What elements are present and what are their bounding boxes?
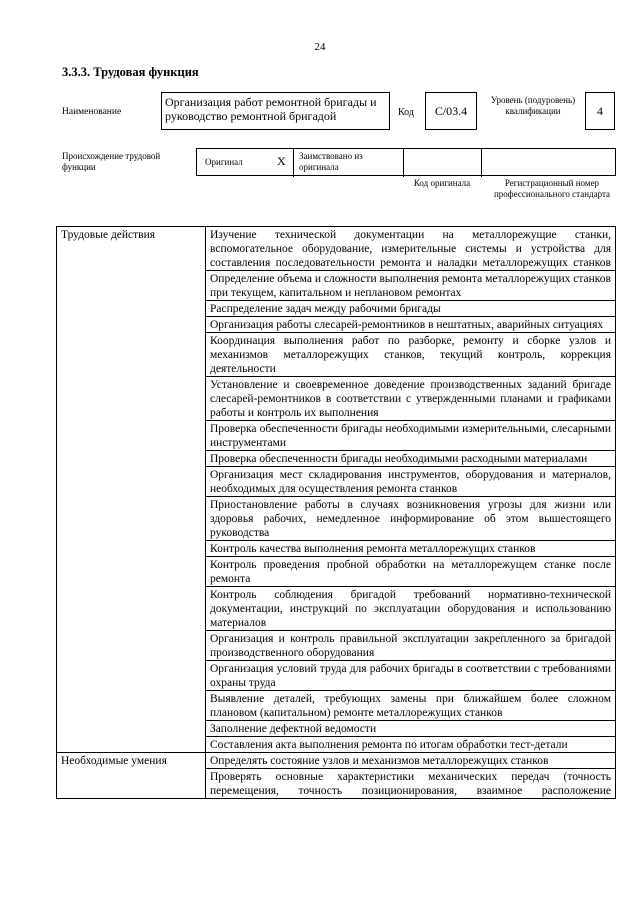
- code-original-caption: Код оригинала: [413, 178, 471, 188]
- original-label: Оригинал: [205, 157, 243, 167]
- list-item: Проверка обеспеченности бригады необходимыми измерительными, слесарными инструментами: [206, 421, 616, 451]
- table-row: [57, 753, 616, 769]
- list-item: Организация условий труда для рабочих бригады в соответствии с требованиями охраны труда: [206, 661, 616, 691]
- page-number: 24: [314, 41, 326, 53]
- original-cell: [197, 149, 294, 177]
- origin-row: [196, 148, 616, 176]
- list-item: Организация мест складирования инструментов, оборудования и материалов, необходимых для осуществления ремонта станков: [206, 467, 616, 497]
- code-label: Код: [398, 107, 414, 118]
- labor-functions-table: [56, 226, 616, 799]
- list-item: Организация работы слесарей-ремонтников в нештатных, аварийных ситуациях: [206, 317, 616, 333]
- list-item: Контроль соблюдения бригадой требований нормативно-технической документации, инструкций по эксплуатации оборудования и использованию материалов: [206, 587, 616, 631]
- reg-number-caption: Регистрационный номер профессионального стандарта: [493, 178, 611, 199]
- list-item: Распределение задач между рабочими бригады: [206, 301, 616, 317]
- section-title-cell: Трудовые действия: [57, 227, 206, 753]
- list-item: Организация и контроль правильной эксплуатации закрепленного за бригадой производственного оборудования: [206, 631, 616, 661]
- borrowed-label: Заимствовано из оригинала: [299, 151, 363, 172]
- list-item: Определение объема и сложности выполнения ремонта металлорежущих станков при текущем, капитальном и неплановом ремонтах: [206, 271, 616, 301]
- borrowed-cell: [294, 149, 404, 177]
- reg-number-cell: [482, 149, 615, 177]
- name-label: Наименование: [62, 107, 122, 117]
- list-item: Контроль качества выполнения ремонта металлорежущих станков: [206, 541, 616, 557]
- code-original-cell: [404, 149, 482, 177]
- name-value: Организация работ ремонтной бригады и руководство ремонтной бригадой: [165, 95, 377, 123]
- list-item: Изучение технической документации на металлорежущие станки, вспомогательное оборудование, измерительные системы и устройства для составления последовательности ремонта и наладки металлорежущих станков: [206, 227, 616, 271]
- list-item: Определять состояние узлов и механизмов металлорежущих станков: [206, 753, 616, 769]
- list-item: Заполнение дефектной ведомости: [206, 721, 616, 737]
- list-item: Координация выполнения работ по разборке, ремонту и сборке узлов и механизмов металлорежущих станков, текущий контроль, коррекция деятельности: [206, 333, 616, 377]
- list-item: Составления акта выполнения ремонта по итогам обработки тест-детали: [206, 737, 616, 753]
- section-title: 3.3.3. Трудовая функция: [62, 65, 199, 79]
- level-value: 4: [597, 103, 603, 118]
- code-value: C/03.4: [434, 103, 468, 118]
- origin-label: Происхождение трудовой функции: [62, 151, 161, 172]
- list-item: Проверять основные характеристики механических передач (точность перемещения, точность позиционирования, взаимное расположение: [206, 769, 616, 799]
- level-value-box: [585, 92, 615, 130]
- section-title-cell: Необходимые умения: [57, 753, 206, 799]
- level-label: Уровень (подуровень) квалификации: [490, 95, 576, 116]
- name-value-box: [161, 92, 390, 130]
- original-mark: X: [277, 154, 286, 168]
- table-row: [57, 227, 616, 271]
- code-value-box: [425, 92, 477, 130]
- list-item: Проверка обеспеченности бригады необходимыми расходными материалами: [206, 451, 616, 467]
- list-item: Контроль проведения пробной обработки на металлорежущем станке после ремонта: [206, 557, 616, 587]
- list-item: Выявление деталей, требующих замены при ближайшем более сложном плановом (капитальном) ремонте металлорежущих станков: [206, 691, 616, 721]
- list-item: Установление и своевременное доведение производственных заданий бригаде слесарей-ремонтников в соответствии с утвержденными планами и графиками работы и контроль их выполнения: [206, 377, 616, 421]
- list-item: Приостановление работы в случаях возникновения угрозы для жизни или здоровья рабочих, немедленное информирование об этом вышестоящего руководства: [206, 497, 616, 541]
